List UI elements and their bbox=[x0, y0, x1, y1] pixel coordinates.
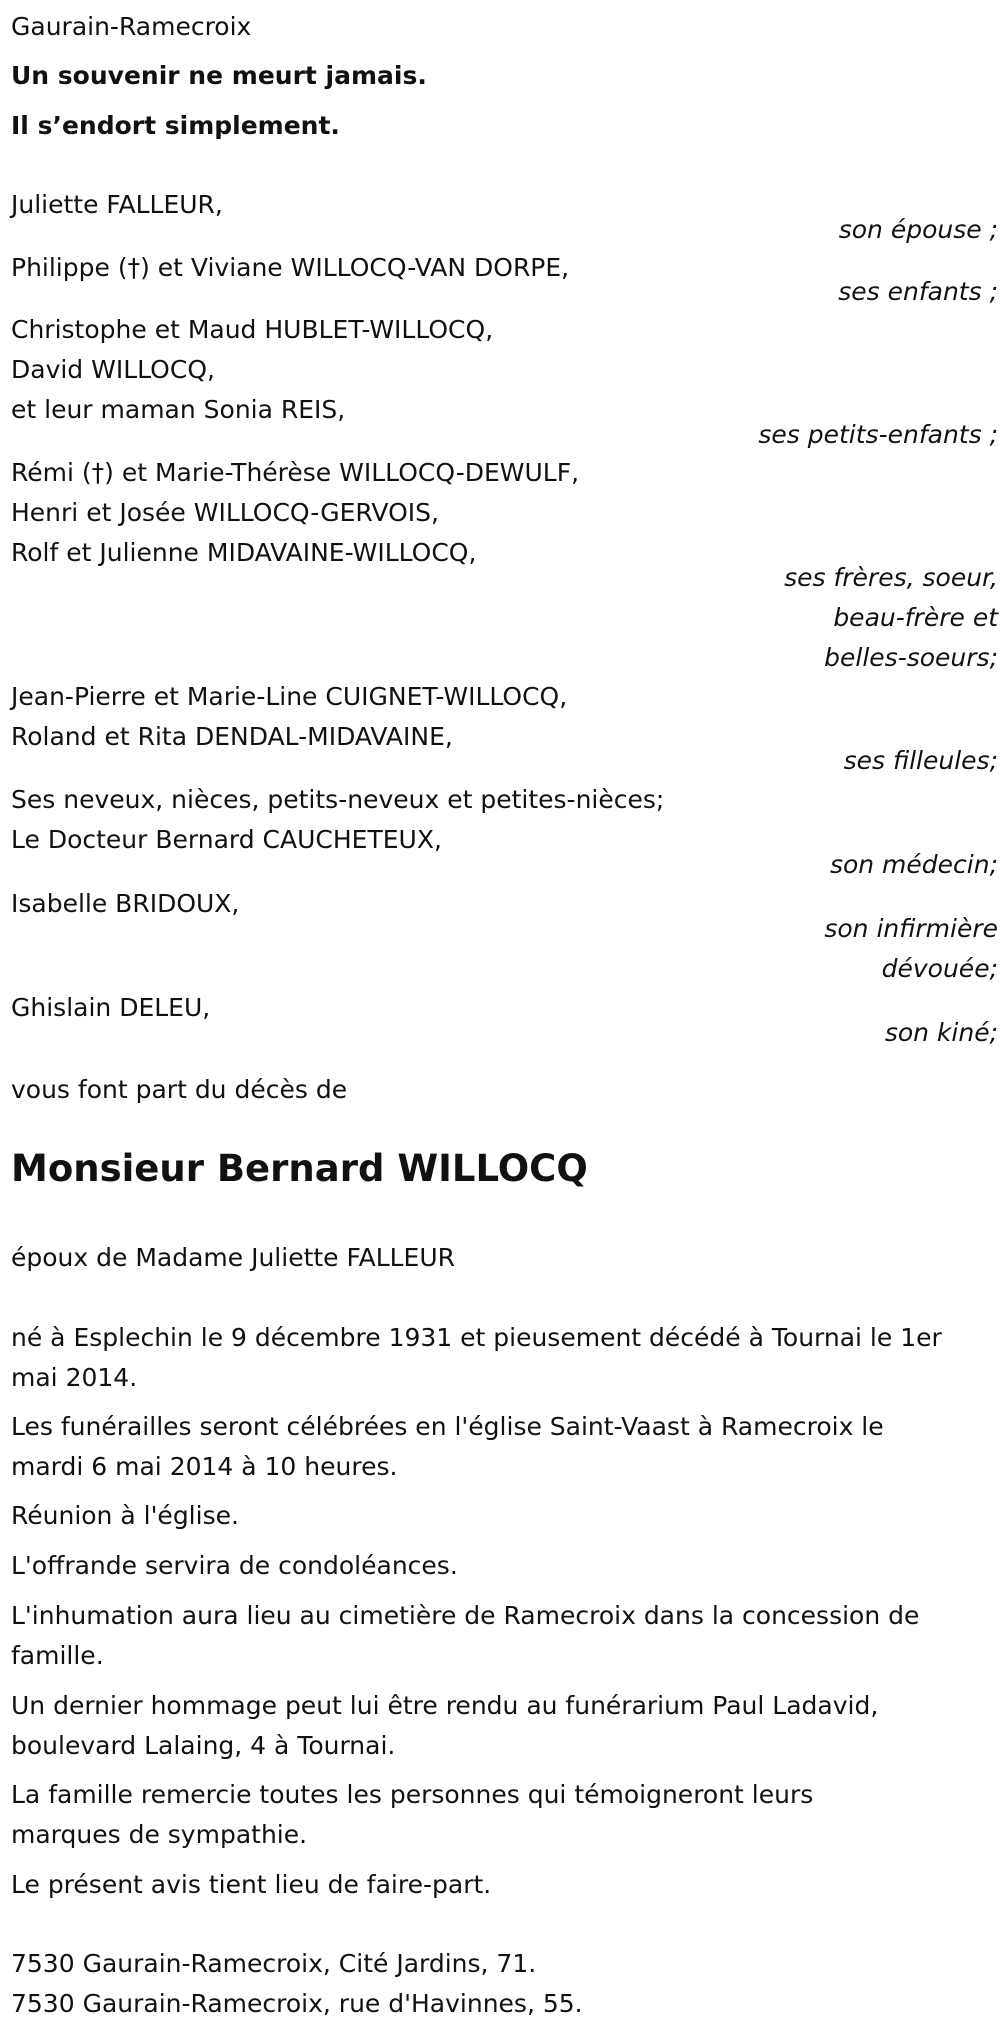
physio-relation: son kiné; bbox=[884, 1018, 998, 1047]
birth-line-2: mai 2014. bbox=[11, 1363, 138, 1392]
grandchildren-line-2: David WILLOCQ, bbox=[11, 355, 215, 384]
children-name: Philippe (†) et Viviane WILLOCQ-VAN DORPE, bbox=[11, 253, 570, 282]
siblings-line-1: Rémi (†) et Marie-Thérèse WILLOCQ-DEWULF, bbox=[11, 458, 580, 487]
location-header: Gaurain-Ramecroix bbox=[11, 12, 252, 41]
address-1: 7530 Gaurain-Ramecroix, Cité Jardins, 71. bbox=[11, 1949, 537, 1978]
grandchildren-relation: ses petits-enfants ; bbox=[758, 420, 998, 449]
nurse-name: Isabelle BRIDOUX, bbox=[11, 889, 240, 918]
godchildren-relation: ses filleules; bbox=[843, 746, 998, 775]
thanks-line-1: La famille remercie toutes les personnes qui témoigneront leurs bbox=[11, 1780, 814, 1809]
grandchildren-line-3: et leur maman Sonia REIS, bbox=[11, 395, 346, 424]
spouse-of: époux de Madame Juliette FALLEUR bbox=[11, 1243, 456, 1272]
doctor-relation: son médecin; bbox=[829, 850, 998, 879]
burial-line-1: L'inhumation aura lieu au cimetière de Ramecroix dans la concession de bbox=[11, 1601, 920, 1630]
birth-line-1: né à Esplechin le 9 décembre 1931 et pieusement décédé à Tournai le 1er bbox=[11, 1323, 942, 1352]
siblings-relation-3: belles-soeurs; bbox=[824, 643, 998, 672]
offering-note: L'offrande servira de condoléances. bbox=[11, 1551, 458, 1580]
funeral-line-1: Les funérailles seront célébrées en l'église Saint-Vaast à Ramecroix le bbox=[11, 1412, 884, 1441]
deceased-name: Monsieur Bernard WILLOCQ bbox=[11, 1147, 588, 1190]
spouse-name: Juliette FALLEUR, bbox=[11, 190, 223, 219]
godchildren-line-1: Jean-Pierre et Marie-Line CUIGNET-WILLOCQ, bbox=[11, 682, 568, 711]
notice-line: Le présent avis tient lieu de faire-part. bbox=[11, 1870, 492, 1899]
spouse-relation: son épouse ; bbox=[838, 215, 998, 244]
godchildren-line-2: Roland et Rita DENDAL-MIDAVAINE, bbox=[11, 722, 453, 751]
address-2: 7530 Gaurain-Ramecroix, rue d'Havinnes, 55. bbox=[11, 1989, 583, 2018]
nurse-relation-2: dévouée; bbox=[881, 954, 998, 983]
siblings-line-3: Rolf et Julienne MIDAVAINE-WILLOCQ, bbox=[11, 538, 477, 567]
tribute-line-2: boulevard Lalaing, 4 à Tournai. bbox=[11, 1731, 396, 1760]
burial-line-2: famille. bbox=[11, 1641, 104, 1670]
children-relation: ses enfants ; bbox=[838, 277, 998, 306]
nurse-relation-1: son infirmière bbox=[824, 914, 998, 943]
siblings-line-2: Henri et Josée WILLOCQ-GERVOIS, bbox=[11, 498, 439, 527]
funeral-line-2: mardi 6 mai 2014 à 10 heures. bbox=[11, 1452, 398, 1481]
quote-line-2: Il s’endort simplement. bbox=[11, 111, 340, 140]
siblings-relation-1: ses frères, soeur, bbox=[784, 563, 998, 592]
relatives: Ses neveux, nièces, petits-neveux et petites-nièces; bbox=[11, 785, 665, 814]
physio-name: Ghislain DELEU, bbox=[11, 993, 211, 1022]
meeting-note: Réunion à l'église. bbox=[11, 1501, 239, 1530]
announcement-intro: vous font part du décès de bbox=[11, 1075, 348, 1104]
tribute-line-1: Un dernier hommage peut lui être rendu au funérarium Paul Ladavid, bbox=[11, 1691, 879, 1720]
doctor-name: Le Docteur Bernard CAUCHETEUX, bbox=[11, 825, 442, 854]
grandchildren-line-1: Christophe et Maud HUBLET-WILLOCQ, bbox=[11, 315, 494, 344]
siblings-relation-2: beau-frère et bbox=[833, 603, 998, 632]
quote-line-1: Un souvenir ne meurt jamais. bbox=[11, 61, 427, 90]
thanks-line-2: marques de sympathie. bbox=[11, 1820, 308, 1849]
